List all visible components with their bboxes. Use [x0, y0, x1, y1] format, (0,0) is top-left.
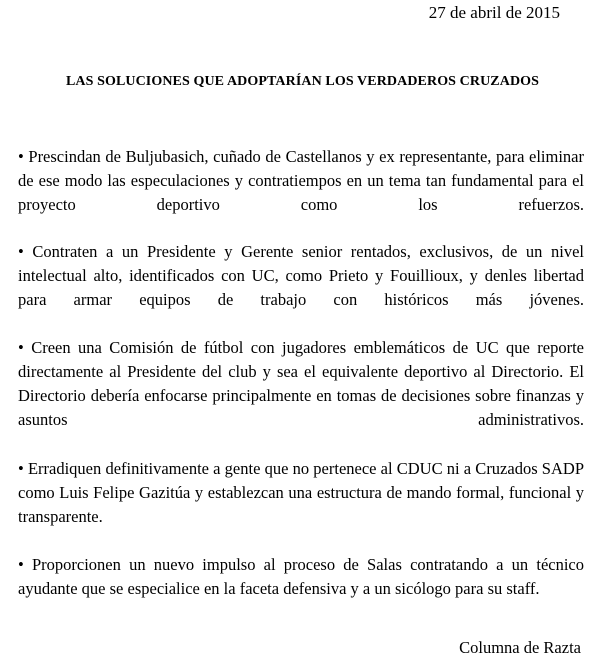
- paragraph-1: • Prescindan de Buljubasich, cuñado de Castellanos y ex representante, para eliminar de ese modo las especulaciones y contratiempos en un tema tan fundamental para el proyecto deportivo como los refuerzos.: [18, 147, 584, 214]
- paragraph-2: • Contraten a un Presidente y Gerente senior rentados, exclusivos, de un nivel intelectual alto, identificados con UC, como Prieto y Fouillioux, y denles libertad para armar equipos de trabajo con históricos más jóvenes.: [18, 242, 584, 309]
- paragraph-4: • Erradiquen definitivamente a gente que no pertenece al CDUC ni a Cruzados SADP como Luis Felipe Gazitúa y establezcan una estructura de mando formal, funcional y transparente.: [18, 459, 584, 526]
- paragraph-5: • Proporcionen un nuevo impulso al proceso de Salas contratando a un técnico ayudante que se especialice en la faceta defensiva y a un sicólogo para su staff.: [18, 555, 584, 598]
- paragraph-3: • Creen una Comisión de fútbol con jugadores emblemáticos de UC que reporte directamente al Presidente del club y sea el equivalente deportivo al Directorio. El Directorio debería enfocarse principalmente en tomas de decisiones sobre finanzas y asuntos administrativos.: [18, 338, 584, 429]
- document-date: 27 de abril de 2015: [428, 3, 560, 22]
- document-title: LAS SOLUCIONES QUE ADOPTARÍAN LOS VERDADEROS CRUZADOS: [65, 74, 540, 89]
- signature: Columna de Razta: [459, 638, 581, 657]
